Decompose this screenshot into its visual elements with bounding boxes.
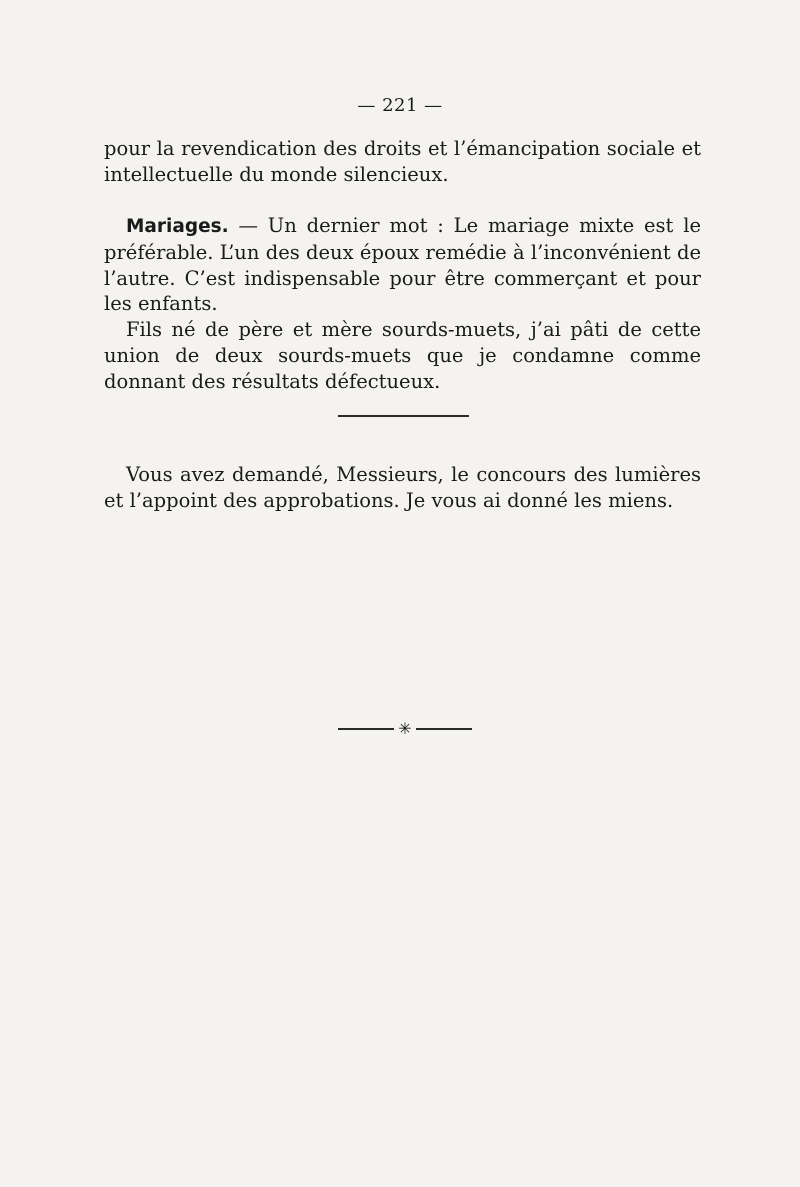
paragraph-3: Fils né de père et mère sourds-muets, j’ai pâti de cette union de deux sourds-muets que je condamne comme donnant des résultats défectueux.	[104, 318, 701, 393]
end-ornament	[338, 718, 472, 740]
paragraph-2	[104, 213, 701, 317]
ornament-line-right	[416, 728, 472, 730]
section-divider-rule	[338, 415, 469, 417]
asterisk-ornament-icon: ✳	[398, 719, 412, 738]
ornament-line-left	[338, 728, 394, 730]
paragraph-4: Vous avez demandé, Messieurs, le concours des lumières et l’appoint des approbations. Je vous ai donné les miens.	[104, 463, 701, 512]
text-block-top	[104, 136, 701, 188]
text-block-mariages	[104, 213, 701, 395]
paragraph-2-body: — Un dernier mot : Le mariage mixte est le préférable. L’un des deux époux remédie à l’inconvénient de l’autre. C’est indispensable pour être commerçant et pour les enfants.	[104, 214, 701, 316]
section-heading-mariages: Mariages.	[126, 216, 229, 237]
paragraph-1: pour la revendication des droits et l’émancipation sociale et intellectuelle du monde silencieux.	[104, 137, 701, 186]
page-number: — 221 —	[357, 95, 443, 116]
text-block-closing	[104, 462, 701, 514]
